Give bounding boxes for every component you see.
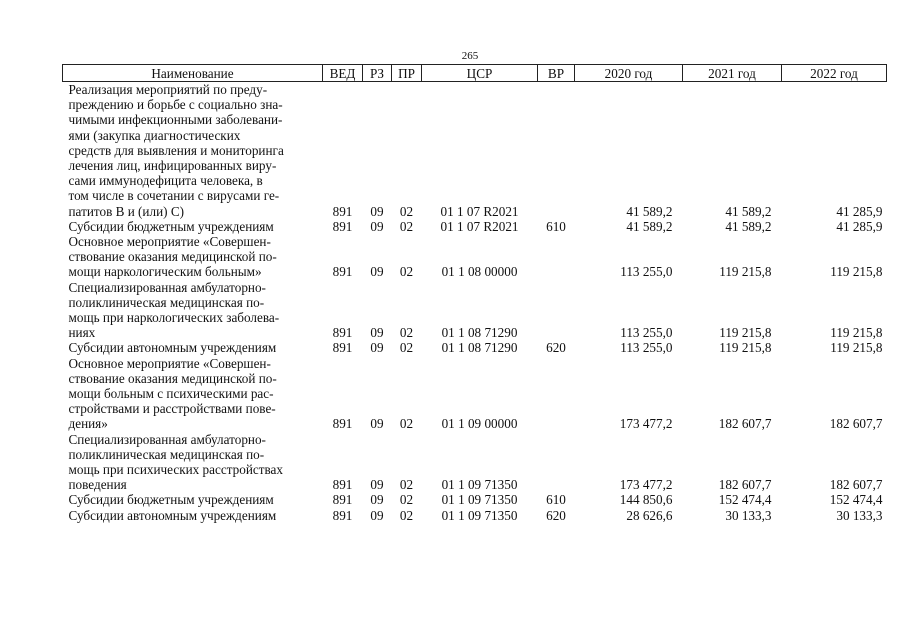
value-2020-cell: 41 589,2 [626, 203, 673, 219]
row-name-line: Основное мероприятие «Совершен- [68, 234, 271, 250]
rz-cell: 09 [370, 218, 384, 234]
header-name: Наименование [63, 65, 323, 82]
csr-cell: 01 1 09 71350 [441, 477, 518, 493]
value-2020-cell: 113 255,0 [620, 340, 673, 356]
table-row [63, 234, 887, 280]
value-2021-cell: 182 607,7 [718, 416, 772, 432]
csr-cell: 01 1 09 00000 [441, 416, 518, 432]
table-header-row [63, 65, 887, 82]
value-2020-cell: 28 626,6 [626, 507, 673, 523]
pr-cell: 02 [399, 264, 414, 280]
row-name-line: стройствами и расстройствами пове- [68, 401, 276, 417]
value-2021-cell: 119 215,8 [719, 325, 772, 341]
pr-cell: 02 [399, 492, 414, 508]
header-rz: РЗ [363, 65, 392, 82]
row-name-line: чимыми инфекционными заболевани- [68, 112, 283, 128]
table-row [63, 82, 887, 219]
row-name-line: ствование оказания медицинской по- [68, 370, 277, 386]
row-name-line: мощь при наркологических заболева- [68, 310, 280, 326]
value-2022-cell: 30 133,3 [836, 507, 883, 523]
vr-cell: 620 [546, 507, 566, 523]
rz-cell: 09 [370, 477, 384, 493]
row-name-cell [63, 219, 323, 234]
rz-cell: 09 [370, 416, 384, 432]
table-row [63, 219, 887, 234]
row-name-cell [63, 234, 323, 280]
value-2020-cell: 173 477,2 [619, 477, 673, 493]
table-row [63, 508, 887, 523]
pr-cell: 02 [399, 477, 414, 493]
csr-cell: 01 1 07 R2021 [440, 218, 519, 234]
value-2022-cell: 41 285,9 [836, 218, 883, 234]
value-2020-cell: 144 850,6 [619, 492, 673, 508]
row-name-line: ниях [68, 325, 96, 341]
vr-cell: 610 [546, 492, 566, 508]
row-name-line: преждению и борьбе с социально зна- [68, 97, 283, 113]
row-name-line: мощи наркологическим больным» [68, 264, 262, 280]
table-row [63, 492, 887, 507]
row-name-line: Субсидии автономным учреждениям [68, 340, 277, 356]
row-name-line: поликлиническая медицинская по- [68, 294, 265, 310]
rz-cell: 09 [370, 203, 384, 219]
row-name-line: Субсидии автономным учреждениям [68, 507, 277, 523]
rz-cell: 09 [370, 264, 384, 280]
page-number: 265 [461, 50, 479, 62]
csr-cell: 01 1 08 71290 [441, 340, 518, 356]
row-name-line: Субсидии бюджетным учреждениям [68, 218, 274, 234]
header-ved: ВЕД [323, 65, 363, 82]
pr-cell: 02 [399, 325, 414, 341]
value-2021-cell: 182 607,7 [718, 477, 772, 493]
value-2021-cell: 152 474,4 [718, 492, 772, 508]
row-name-line: лечения лиц, инфицированных виру- [68, 158, 277, 174]
pr-cell: 02 [399, 416, 414, 432]
budget-table [62, 64, 887, 523]
table-row [63, 280, 887, 341]
row-name-line: мощь при психических расстройствах [68, 462, 283, 478]
vr-cell: 620 [546, 340, 566, 356]
row-name-cell [63, 508, 323, 523]
value-2021-cell: 41 589,2 [725, 218, 772, 234]
ved-cell: 891 [332, 264, 353, 280]
row-name-cell [63, 82, 323, 219]
vr-cell [538, 234, 575, 280]
row-name-line: Специализированная амбулаторно- [68, 279, 266, 295]
row-name-cell [63, 432, 323, 493]
header-2020: 2020 год [575, 65, 683, 82]
ved-cell: 891 [332, 218, 353, 234]
value-2021-cell: 30 133,3 [725, 507, 772, 523]
ved-cell: 891 [332, 203, 353, 219]
header-2022: 2022 год [782, 65, 887, 82]
row-name-line: Специализированная амбулаторно- [68, 431, 266, 447]
csr-cell: 01 1 07 R2021 [440, 203, 519, 219]
value-2022-cell: 119 215,8 [830, 340, 883, 356]
value-2020-cell: 113 255,0 [620, 325, 673, 341]
vr-cell [538, 356, 575, 432]
value-2022-cell: 119 215,8 [830, 264, 883, 280]
vr-cell: 610 [546, 218, 566, 234]
rz-cell: 09 [370, 325, 384, 341]
row-name-cell [63, 280, 323, 341]
row-name-line: дения» [68, 416, 108, 432]
table-row [63, 356, 887, 432]
row-name-line: поликлиническая медицинская по- [68, 446, 265, 462]
rz-cell: 09 [370, 340, 384, 356]
row-name-cell [63, 356, 323, 432]
header-pr: ПР [392, 65, 422, 82]
row-name-line: Основное мероприятие «Совершен- [68, 355, 271, 371]
ved-cell: 891 [332, 340, 353, 356]
csr-cell: 01 1 09 71350 [441, 507, 518, 523]
ved-cell: 891 [332, 492, 353, 508]
header-vr: ВР [538, 65, 575, 82]
value-2022-cell: 152 474,4 [829, 492, 883, 508]
row-name-line: патитов B и (или) C) [68, 203, 185, 219]
pr-cell: 02 [399, 203, 414, 219]
value-2021-cell: 119 215,8 [719, 340, 772, 356]
ved-cell: 891 [332, 477, 353, 493]
csr-cell: 01 1 09 71350 [441, 492, 518, 508]
value-2020-cell: 113 255,0 [620, 264, 673, 280]
value-2021-cell: 119 215,8 [719, 264, 772, 280]
value-2020-cell: 173 477,2 [619, 416, 673, 432]
row-name-line: Субсидии бюджетным учреждениям [68, 492, 274, 508]
table-body [63, 82, 887, 523]
row-name-line: мощи больным с психическими рас- [68, 386, 274, 402]
row-name-line: сами иммунодефицита человека, в [68, 173, 263, 189]
table-row [63, 432, 887, 493]
vr-cell [538, 280, 575, 341]
value-2022-cell: 119 215,8 [830, 325, 883, 341]
ved-cell: 891 [332, 507, 353, 523]
pr-cell: 02 [399, 218, 414, 234]
csr-cell: 01 1 08 71290 [441, 325, 518, 341]
rz-cell: 09 [370, 492, 384, 508]
value-2020-cell: 41 589,2 [626, 218, 673, 234]
row-name-line: ями (закупка диагностических [68, 127, 241, 143]
row-name-cell [63, 492, 323, 507]
header-csr: ЦСР [422, 65, 538, 82]
row-name-line: средств для выявления и мониторинга [68, 142, 284, 158]
vr-cell [538, 82, 575, 219]
row-name-line: Реализация мероприятий по преду- [68, 82, 268, 97]
row-name-line: поведения [68, 477, 127, 493]
ved-cell: 891 [332, 416, 353, 432]
rz-cell: 09 [370, 507, 384, 523]
pr-cell: 02 [399, 507, 414, 523]
vr-cell [538, 432, 575, 493]
value-2022-cell: 41 285,9 [836, 203, 883, 219]
row-name-line: ствование оказания медицинской по- [68, 249, 277, 265]
row-name-cell [63, 340, 323, 355]
pr-cell: 02 [399, 340, 414, 356]
value-2021-cell: 41 589,2 [725, 203, 772, 219]
row-name-line: том числе в сочетании с вирусами ге- [68, 188, 280, 204]
ved-cell: 891 [332, 325, 353, 341]
table-row [63, 340, 887, 355]
header-2021: 2021 год [683, 65, 782, 82]
value-2022-cell: 182 607,7 [829, 416, 883, 432]
csr-cell: 01 1 08 00000 [441, 264, 518, 280]
value-2022-cell: 182 607,7 [829, 477, 883, 493]
